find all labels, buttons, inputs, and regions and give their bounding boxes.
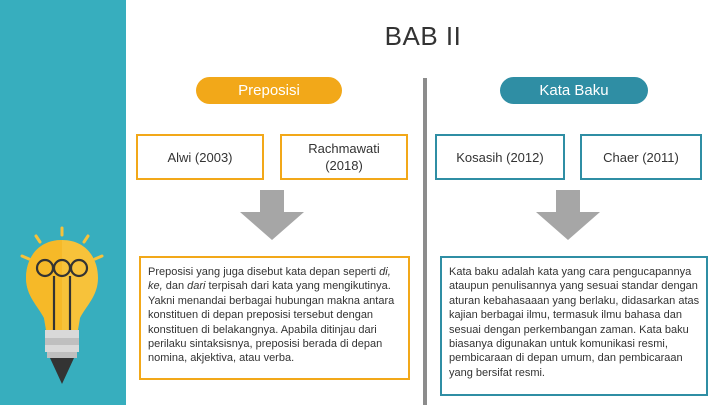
source-box-alwi: [136, 134, 264, 180]
source-box-rachmawati: [280, 134, 408, 180]
sidebar-panel: [0, 0, 126, 405]
column-divider: [423, 78, 427, 405]
source-label: Kosasih (2012): [456, 149, 544, 165]
source-label: Rachmawati (2018): [308, 141, 380, 173]
lightbulb-icon: [18, 226, 106, 386]
source-label: Chaer (2011): [603, 149, 679, 165]
down-arrow-icon: [240, 190, 304, 240]
preposisi-definition: Preposisi yang juga disebut kata depan seperti di, ke, dan dari terpisah dari kata yang mengikutinya. Yakni menandai berbagai hubungan makna antara konstituen di depan preposisi tersebut dengan konstituen di belakangnya. Apabila ditinjau dari perilaku sintaksisnya, preposisi berada di depan nomina, akjektiva, atau verba.: [139, 256, 410, 380]
source-box-kosasih: [435, 134, 565, 180]
source-box-chaer: [580, 134, 702, 180]
down-arrow-icon: [536, 190, 600, 240]
kata-baku-header: Kata Baku: [500, 77, 648, 104]
kata-baku-definition: Kata baku adalah kata yang cara pengucapannya ataupun penulisannya yang sesuai standar dengan aturan kebahasaaan yang berlaku, didasarkan atas kajian berbagai ilmu, termasuk ilmu bahasa dan sesuai dengan perkembangan zaman. Kata baku biasanya digunakan untuk komunikasi resmi, pembicaraan di depan umum, dan pembicaraan yang bersifat resmi.: [440, 256, 708, 396]
slide-title: BAB II: [384, 21, 462, 51]
preposisi-header: Preposisi: [196, 77, 342, 104]
source-label: Alwi (2003): [167, 149, 233, 165]
